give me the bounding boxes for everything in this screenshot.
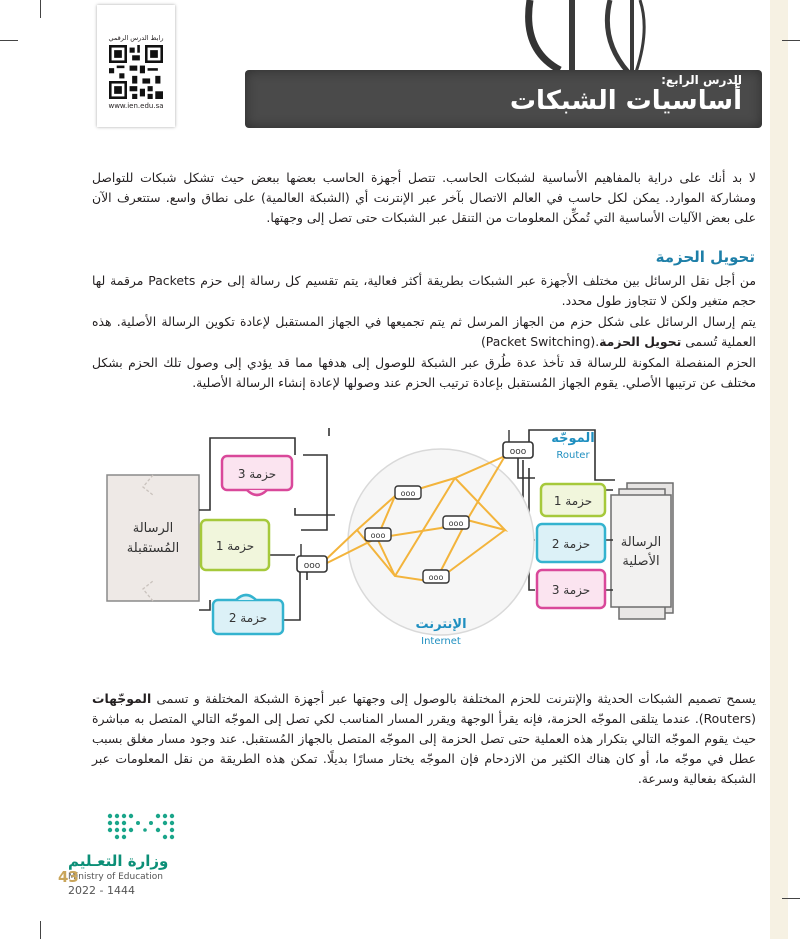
router-icon-left [297,544,327,572]
packet-1-right-label: حزمة 1 [553,494,593,508]
page-number: 43 [58,868,79,886]
crop-mark [0,40,18,41]
crop-mark [782,898,800,899]
packet-3-left [222,456,292,495]
packet-1-left [201,520,269,570]
ministry-name-ar: وزارة التعـليم [68,852,169,870]
paragraph-2-bold: تحويل الحزمة [599,334,682,349]
received-label-1: الرسالة [132,521,174,536]
routers-text-a: يسمح تصميم الشبكات الحديثة والإنترنت للحزم المختلفة بالوصول إلى وجهتها عبر أجهزة الشبكة المختلفة و تسمى [151,691,756,706]
packet-2-right-label: حزمة 2 [551,537,591,551]
packet-2-left-label: حزمة 2 [228,611,268,625]
paragraph-2-text: يتم إرسال الرسائل على شكل حزم من الجهاز المرسل ثم يتم تجميعها في الجهاز المستقبل لإعادة تكوين الرسالة الأصلية. هذه العملية تُسمى [92,314,756,349]
routers-text-b: (Routers). عندما يتلقى الموجّه الحزمة، فإنه يقرأ الوجهة ويقرر المسار المناسب لكي تصل إلى الموجّه التالي المتصل به مباشرة حيث يقوم الموجّه التالي بتكرار هذه العملية حتى تصل الحزمة إلى الموجّه المتصل بالجهاز المُستقبل. عند وجود مسار مغلق بسبب عطل في موجّه ما، أو كان هناك الكثير من الازدحام فإن الموجّه يختار مسارًا بديلًا. تمكن هذه الطريقة من نقل المعلومات عبر الشبكة بفعالية وسرعة. [92,711,756,786]
received-message-box [107,475,199,601]
packet-1-right [541,484,605,516]
svg-text:ooo: ooo [400,489,416,498]
original-label-1: الرسالة [620,535,662,550]
packet-switching-diagram [95,420,695,660]
crop-mark [40,0,41,18]
packet-3-left-label: حزمة 3 [237,467,277,481]
router-icon-cloud-3 [443,516,469,529]
edition-year: 2022 - 1444 [68,884,135,897]
router-icon-cloud-1 [395,486,421,499]
packet-1-left-label: حزمة 1 [215,539,255,553]
packet-3-right-label: حزمة 3 [551,583,591,597]
internet-label-en: Internet [421,636,461,647]
ministry-dots-icon [60,810,180,846]
router-label-en: Router [556,450,590,461]
lesson-title: أساسيات الشبكات [509,86,742,116]
svg-text:ooo: ooo [509,447,527,457]
packet-2-left [213,595,283,634]
qr-url[interactable]: www.ien.edu.sa [108,102,164,110]
page-edge-strip [770,0,788,939]
svg-text:ooo: ooo [428,573,444,582]
svg-text:ooo: ooo [303,561,321,571]
svg-text:ooo: ooo [370,531,386,540]
qr-card[interactable] [97,5,175,127]
internet-cloud [348,449,534,635]
lesson-number: الدرس الرابع: [661,73,742,87]
original-label-2: الأصلية [622,554,660,569]
section-heading: تحويل الحزمة [655,248,755,266]
ministry-name-en: Ministry of Education [68,872,163,882]
original-message-box [611,495,671,607]
lesson-banner [245,70,762,128]
received-label-2: المُستقبلة [126,541,180,556]
packet-3-right [537,570,605,608]
cable-decoration [500,0,760,80]
crop-mark [40,921,41,939]
qr-caption: رابط الدرس الرقمي [108,34,164,42]
routers-bold: الموجّهات [92,691,152,706]
paragraph-2-end: (Packet Switching). [477,334,600,349]
intro-paragraph: لا بد أنك على دراية بالمفاهيم الأساسية لشبكات الحاسب. تتصل أجهزة الحاسب بعضها ببعض حيث تشكل شبكات للتواصل ومشاركة الموارد. يمكن لكل حاسب في العالم الاتصال بآخر عبر الإنترنت أي (الشبكة العالمية) على نطاق واسع. ستتعرف الآن على بعض الآليات الأساسية التي تُمكِّن المعلومات من التنقل عبر الشبكات حتى تصل إلى وجهتها. [92,170,756,225]
packet-2-right [537,524,605,562]
routers-paragraph [92,689,756,789]
internet-label-ar: الإنترنت [415,617,467,632]
paragraph-2 [92,312,756,352]
router-label-ar: الموجّه [551,431,595,446]
paragraph-3: الحزم المنفصلة المكونة للرسالة قد تأخذ عدة طُرق عبر الشبكة للوصول إلى هدفها مما قد يؤدي إلى وصول تلك الحزم بشكل مختلف عن ترتيبها الأصلي. يقوم الجهاز المُستقبل بإعادة ترتيب الحزم عند وصولها لإعادة إنشاء الرسالة الأصلية. [92,355,756,390]
crop-mark [782,40,800,41]
qr-code-icon [109,45,163,99]
svg-text:ooo: ooo [448,519,464,528]
paragraph-1: من أجل نقل الرسائل بين مختلف الأجهزة عبر الشبكات بطريقة أكثر فعالية، يتم تقسيم كل رسالة إلى حزم Packets مرقمة لها حجم متغير ولكن لا تتجاوز طول محدد. [92,273,756,308]
router-icon-cloud-4 [423,570,449,583]
router-icon-cloud-2 [365,528,391,541]
